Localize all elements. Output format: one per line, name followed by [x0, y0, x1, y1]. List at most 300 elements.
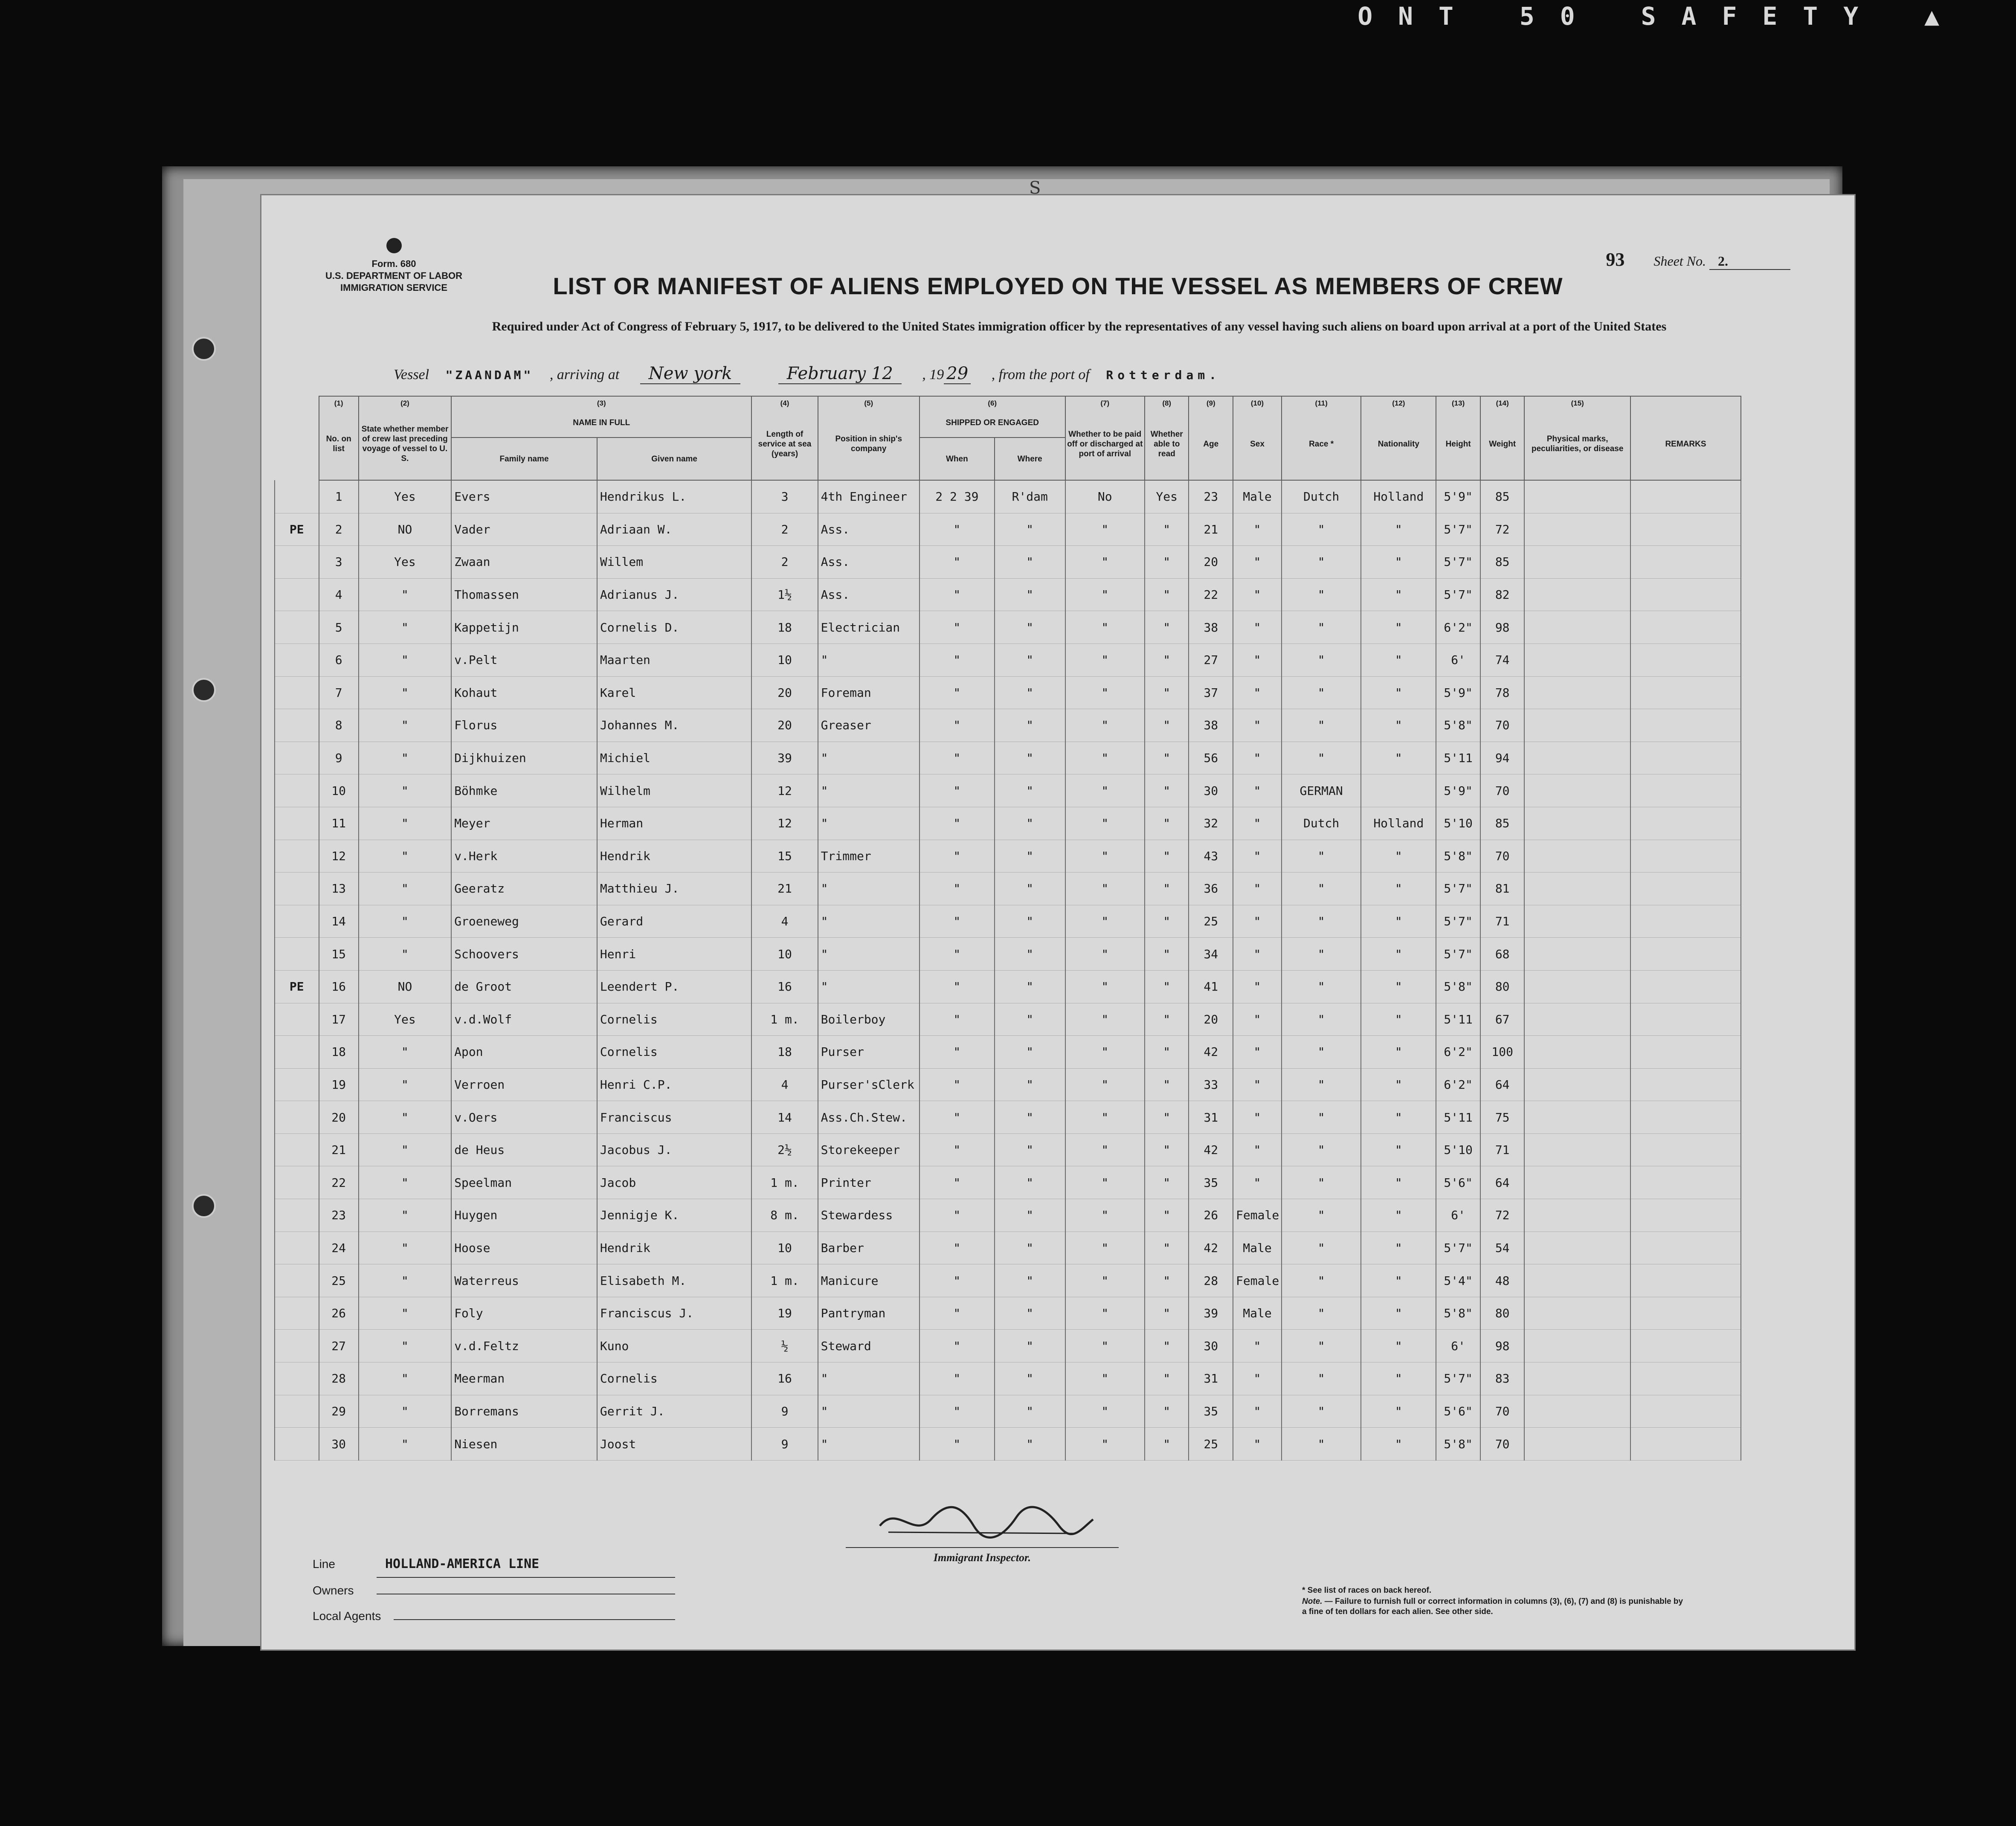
- age-cell: 25: [1189, 905, 1233, 938]
- nationality-cell: ": [1361, 938, 1436, 971]
- remarks-cell: [1630, 1232, 1741, 1264]
- previous-voyage-cell: Yes: [359, 480, 451, 513]
- able-read-cell: ": [1145, 1199, 1189, 1232]
- age-cell: 42: [1189, 1036, 1233, 1069]
- age-cell: 37: [1189, 676, 1233, 709]
- race-cell: ": [1282, 1232, 1361, 1264]
- able-read-cell: ": [1145, 1395, 1189, 1428]
- sex-cell: ": [1233, 774, 1282, 807]
- weight-cell: 64: [1480, 1068, 1525, 1101]
- service-length-cell: 4: [751, 905, 818, 938]
- shipped-when-cell: ": [920, 1101, 995, 1134]
- table-row: [275, 480, 1741, 513]
- paid-off-cell: ": [1065, 1133, 1145, 1166]
- position-cell: Barber: [818, 1232, 920, 1264]
- row-number: 1: [319, 480, 359, 513]
- previous-voyage-cell: ": [359, 1199, 451, 1232]
- row-mark: [275, 1264, 319, 1297]
- row-number: 8: [319, 709, 359, 742]
- header-no-on-list: No. on list: [319, 408, 359, 480]
- row-mark: [275, 1101, 319, 1134]
- family-name-cell: de Groot: [451, 970, 597, 1003]
- family-name-cell: Meerman: [451, 1362, 597, 1395]
- race-cell: Dutch: [1282, 480, 1361, 513]
- age-cell: 31: [1189, 1362, 1233, 1395]
- race-cell: ": [1282, 1330, 1361, 1362]
- shipped-where-cell: ": [995, 742, 1065, 774]
- weight-cell: 98: [1480, 611, 1525, 644]
- physical-marks-cell: [1524, 1166, 1630, 1199]
- sex-cell: Female: [1233, 1264, 1282, 1297]
- row-mark: [275, 807, 319, 840]
- able-read-cell: ": [1145, 513, 1189, 546]
- age-cell: 20: [1189, 1003, 1233, 1036]
- table-row: [275, 1036, 1741, 1069]
- given-name-cell: Jennigje K.: [597, 1199, 751, 1232]
- previous-voyage-cell: ": [359, 578, 451, 611]
- see-list-note: * See list of races on back hereof.: [1302, 1586, 1432, 1595]
- previous-voyage-cell: ": [359, 676, 451, 709]
- remarks-cell: [1630, 872, 1741, 905]
- header-age: Age: [1189, 408, 1233, 480]
- from-label: , from the port of: [991, 367, 1090, 383]
- row-number: 14: [319, 905, 359, 938]
- sex-cell: Male: [1233, 1232, 1282, 1264]
- row-number: 26: [319, 1297, 359, 1330]
- table-row: [275, 774, 1741, 807]
- remarks-cell: [1630, 1297, 1741, 1330]
- nationality-cell: ": [1361, 546, 1436, 579]
- shipped-when-cell: 2 2 39: [920, 480, 995, 513]
- weight-cell: 85: [1480, 480, 1525, 513]
- position-cell: ": [818, 905, 920, 938]
- physical-marks-cell: [1524, 480, 1630, 513]
- header-previous-voyage: State whether member of crew last preceding voyage of vessel to U. S.: [359, 408, 451, 480]
- header-given-name: Given name: [597, 438, 751, 480]
- shipped-when-cell: ": [920, 905, 995, 938]
- physical-marks-cell: [1524, 872, 1630, 905]
- nationality-cell: ": [1361, 676, 1436, 709]
- inspector-signature-icon: [863, 1496, 1102, 1543]
- family-name-cell: Zwaan: [451, 546, 597, 579]
- given-name-cell: Michiel: [597, 742, 751, 774]
- age-cell: 28: [1189, 1264, 1233, 1297]
- shipped-when-cell: ": [920, 578, 995, 611]
- weight-cell: 71: [1480, 905, 1525, 938]
- able-read-cell: ": [1145, 1036, 1189, 1069]
- family-name-cell: Evers: [451, 480, 597, 513]
- age-cell: 30: [1189, 1330, 1233, 1362]
- previous-voyage-cell: ": [359, 1133, 451, 1166]
- row-number: 21: [319, 1133, 359, 1166]
- race-cell: ": [1282, 1003, 1361, 1036]
- given-name-cell: Henri: [597, 938, 751, 971]
- physical-marks-cell: [1524, 1101, 1630, 1134]
- remarks-cell: [1630, 676, 1741, 709]
- height-cell: 5'6": [1436, 1166, 1480, 1199]
- height-cell: 6'2": [1436, 611, 1480, 644]
- row-number: 28: [319, 1362, 359, 1395]
- position-cell: Greaser: [818, 709, 920, 742]
- row-number: 29: [319, 1395, 359, 1428]
- physical-marks-cell: [1524, 774, 1630, 807]
- family-name-cell: Huygen: [451, 1199, 597, 1232]
- height-cell: 5'10: [1436, 1133, 1480, 1166]
- age-cell: 31: [1189, 1101, 1233, 1134]
- weight-cell: 83: [1480, 1362, 1525, 1395]
- weight-cell: 54: [1480, 1232, 1525, 1264]
- given-name-cell: Wilhelm: [597, 774, 751, 807]
- given-name-cell: Franciscus J.: [597, 1297, 751, 1330]
- family-name-cell: v.d.Feltz: [451, 1330, 597, 1362]
- nationality-cell: ": [1361, 1362, 1436, 1395]
- family-name-cell: v.Herk: [451, 840, 597, 872]
- shipped-where-cell: ": [995, 513, 1065, 546]
- crew-manifest-table: [274, 396, 1741, 1461]
- given-name-cell: Hendrik: [597, 840, 751, 872]
- remarks-cell: [1630, 1199, 1741, 1232]
- department-name: U.S. DEPARTMENT OF LABOR: [325, 270, 463, 281]
- table-row: [275, 1232, 1741, 1264]
- sheet-label: Sheet No.: [1653, 253, 1706, 269]
- race-cell: ": [1282, 578, 1361, 611]
- table-row: [275, 709, 1741, 742]
- shipped-when-cell: ": [920, 1166, 995, 1199]
- header-shipped-engaged: SHIPPED OR ENGAGED: [920, 408, 1065, 438]
- table-row: [275, 546, 1741, 579]
- note-text: — Failure to furnish full or correct information in columns (3), (6), (7) and (8) is punishable by a fine of ten dollars for each alien. See other side.: [1302, 1597, 1683, 1616]
- physical-marks-cell: [1524, 905, 1630, 938]
- table-row: [275, 643, 1741, 676]
- row-number: 7: [319, 676, 359, 709]
- table-row: [275, 807, 1741, 840]
- arriving-port: New york: [640, 364, 741, 384]
- family-name-cell: v.Pelt: [451, 643, 597, 676]
- remarks-cell: [1630, 709, 1741, 742]
- height-cell: 5'7": [1436, 938, 1480, 971]
- table-row: [275, 742, 1741, 774]
- sex-cell: Male: [1233, 1297, 1282, 1330]
- table-row: [275, 1166, 1741, 1199]
- physical-marks-cell: [1524, 643, 1630, 676]
- shipped-where-cell: ": [995, 1428, 1065, 1461]
- shipped-where-cell: ": [995, 709, 1065, 742]
- physical-marks-cell: [1524, 1297, 1630, 1330]
- weight-cell: 98: [1480, 1330, 1525, 1362]
- header-where: Where: [995, 438, 1065, 480]
- row-mark: [275, 742, 319, 774]
- previous-voyage-cell: ": [359, 1101, 451, 1134]
- race-cell: Dutch: [1282, 807, 1361, 840]
- remarks-cell: [1630, 1395, 1741, 1428]
- row-number: 18: [319, 1036, 359, 1069]
- family-name-cell: de Heus: [451, 1133, 597, 1166]
- nationality-cell: Holland: [1361, 480, 1436, 513]
- previous-voyage-cell: ": [359, 1068, 451, 1101]
- family-name-cell: Thomassen: [451, 578, 597, 611]
- given-name-cell: Kuno: [597, 1330, 751, 1362]
- height-cell: 5'8": [1436, 709, 1480, 742]
- sex-cell: ": [1233, 1133, 1282, 1166]
- position-cell: Steward: [818, 1330, 920, 1362]
- shipped-where-cell: ": [995, 1101, 1065, 1134]
- paid-off-cell: ": [1065, 938, 1145, 971]
- family-name-cell: Waterreus: [451, 1264, 597, 1297]
- nationality-cell: ": [1361, 1264, 1436, 1297]
- family-name-cell: Apon: [451, 1036, 597, 1069]
- given-name-cell: Jacobus J.: [597, 1133, 751, 1166]
- agents-label: Local Agents: [313, 1609, 381, 1623]
- binder-hole: [192, 337, 216, 361]
- family-name-cell: Groeneweg: [451, 905, 597, 938]
- paid-off-cell: ": [1065, 807, 1145, 840]
- physical-marks-cell: [1524, 611, 1630, 644]
- paid-off-cell: ": [1065, 1395, 1145, 1428]
- nationality-cell: [1361, 774, 1436, 807]
- service-length-cell: 12: [751, 807, 818, 840]
- footnotes: [1302, 1585, 1686, 1618]
- row-mark: [275, 774, 319, 807]
- able-read-cell: ": [1145, 1330, 1189, 1362]
- table-row: [275, 676, 1741, 709]
- header-race: Race *: [1282, 408, 1361, 480]
- physical-marks-cell: [1524, 1330, 1630, 1362]
- remarks-cell: [1630, 1166, 1741, 1199]
- paid-off-cell: ": [1065, 1068, 1145, 1101]
- previous-voyage-cell: ": [359, 1297, 451, 1330]
- row-number: 13: [319, 872, 359, 905]
- family-name-cell: Hoose: [451, 1232, 597, 1264]
- sex-cell: ": [1233, 1330, 1282, 1362]
- able-read-cell: Yes: [1145, 480, 1189, 513]
- race-cell: ": [1282, 676, 1361, 709]
- age-cell: 38: [1189, 709, 1233, 742]
- table-row: [275, 938, 1741, 971]
- nationality-cell: ": [1361, 1166, 1436, 1199]
- shipped-when-cell: ": [920, 676, 995, 709]
- service-length-cell: 12: [751, 774, 818, 807]
- service-length-cell: 10: [751, 938, 818, 971]
- shipped-where-cell: ": [995, 872, 1065, 905]
- sex-cell: ": [1233, 1428, 1282, 1461]
- family-name-cell: Schoovers: [451, 938, 597, 971]
- previous-voyage-cell: Yes: [359, 1003, 451, 1036]
- able-read-cell: ": [1145, 709, 1189, 742]
- service-length-cell: 14: [751, 1101, 818, 1134]
- weight-cell: 48: [1480, 1264, 1525, 1297]
- physical-marks-cell: [1524, 676, 1630, 709]
- position-cell: ": [818, 643, 920, 676]
- row-number: 12: [319, 840, 359, 872]
- height-cell: 5'11: [1436, 742, 1480, 774]
- shipped-where-cell: ": [995, 546, 1065, 579]
- shipped-where-cell: ": [995, 1166, 1065, 1199]
- shipped-when-cell: ": [920, 872, 995, 905]
- table-row: [275, 905, 1741, 938]
- able-read-cell: ": [1145, 1362, 1189, 1395]
- shipped-where-cell: ": [995, 1395, 1065, 1428]
- position-cell: Ass.: [818, 513, 920, 546]
- able-read-cell: ": [1145, 1232, 1189, 1264]
- height-cell: 5'7": [1436, 872, 1480, 905]
- service-length-cell: 19: [751, 1297, 818, 1330]
- physical-marks-cell: [1524, 840, 1630, 872]
- previous-voyage-cell: ": [359, 1232, 451, 1264]
- family-name-cell: Borremans: [451, 1395, 597, 1428]
- table-row: [275, 513, 1741, 546]
- table-row: [275, 1362, 1741, 1395]
- sex-cell: ": [1233, 970, 1282, 1003]
- race-cell: ": [1282, 1068, 1361, 1101]
- nationality-cell: ": [1361, 709, 1436, 742]
- table-row: [275, 1133, 1741, 1166]
- header-weight: Weight: [1480, 408, 1525, 480]
- header-length-service: Length of service at sea (years): [751, 408, 818, 480]
- able-read-cell: ": [1145, 1428, 1189, 1461]
- age-cell: 27: [1189, 643, 1233, 676]
- row-mark: [275, 1428, 319, 1461]
- family-name-cell: Florus: [451, 709, 597, 742]
- service-length-cell: 18: [751, 1036, 818, 1069]
- row-mark: [275, 1003, 319, 1036]
- col-number: (9): [1189, 396, 1233, 408]
- given-name-cell: Jacob: [597, 1166, 751, 1199]
- weight-cell: 70: [1480, 1428, 1525, 1461]
- shipped-when-cell: ": [920, 1199, 995, 1232]
- row-number: 27: [319, 1330, 359, 1362]
- physical-marks-cell: [1524, 742, 1630, 774]
- service-length-cell: 1 m.: [751, 1003, 818, 1036]
- top-stamp: S: [1029, 178, 1041, 198]
- table-row: [275, 872, 1741, 905]
- service-length-cell: 16: [751, 1362, 818, 1395]
- race-cell: ": [1282, 938, 1361, 971]
- race-cell: ": [1282, 643, 1361, 676]
- able-read-cell: ": [1145, 1101, 1189, 1134]
- height-cell: 5'10: [1436, 807, 1480, 840]
- note-label: Note.: [1302, 1597, 1323, 1606]
- col-number: (7): [1065, 396, 1145, 408]
- header-position: Position in ship's company: [818, 408, 920, 480]
- race-cell: ": [1282, 1166, 1361, 1199]
- row-mark: [275, 1036, 319, 1069]
- age-cell: 34: [1189, 938, 1233, 971]
- header-remarks: REMARKS: [1630, 408, 1741, 480]
- nationality-cell: ": [1361, 643, 1436, 676]
- sex-cell: ": [1233, 938, 1282, 971]
- shipped-where-cell: ": [995, 1133, 1065, 1166]
- previous-voyage-cell: ": [359, 1362, 451, 1395]
- service-length-cell: 4: [751, 1068, 818, 1101]
- age-cell: 36: [1189, 872, 1233, 905]
- col-number: (11): [1282, 396, 1361, 408]
- previous-voyage-cell: NO: [359, 970, 451, 1003]
- nationality-cell: Holland: [1361, 807, 1436, 840]
- previous-voyage-cell: ": [359, 1428, 451, 1461]
- weight-cell: 68: [1480, 938, 1525, 971]
- previous-voyage-cell: ": [359, 840, 451, 872]
- able-read-cell: ": [1145, 1003, 1189, 1036]
- sex-cell: ": [1233, 807, 1282, 840]
- position-cell: ": [818, 742, 920, 774]
- paid-off-cell: ": [1065, 1428, 1145, 1461]
- shipped-where-cell: ": [995, 938, 1065, 971]
- remarks-cell: [1630, 1330, 1741, 1362]
- nationality-cell: ": [1361, 1297, 1436, 1330]
- vessel-label: Vessel: [394, 367, 429, 383]
- position-cell: Foreman: [818, 676, 920, 709]
- sex-cell: ": [1233, 546, 1282, 579]
- able-read-cell: ": [1145, 578, 1189, 611]
- remarks-cell: [1630, 578, 1741, 611]
- row-mark: [275, 1232, 319, 1264]
- sheet-number-block: [1606, 249, 1790, 270]
- position-cell: ": [818, 774, 920, 807]
- able-read-cell: ": [1145, 611, 1189, 644]
- shipped-when-cell: ": [920, 938, 995, 971]
- age-cell: 43: [1189, 840, 1233, 872]
- sex-cell: Male: [1233, 480, 1282, 513]
- shipped-where-cell: ": [995, 1297, 1065, 1330]
- position-cell: ": [818, 1362, 920, 1395]
- nationality-cell: ": [1361, 1133, 1436, 1166]
- given-name-cell: Hendrik: [597, 1232, 751, 1264]
- paid-off-cell: ": [1065, 970, 1145, 1003]
- physical-marks-cell: [1524, 1036, 1630, 1069]
- position-cell: Printer: [818, 1166, 920, 1199]
- nationality-cell: ": [1361, 905, 1436, 938]
- paid-off-cell: ": [1065, 742, 1145, 774]
- able-read-cell: ": [1145, 938, 1189, 971]
- shipped-where-cell: ": [995, 1003, 1065, 1036]
- remarks-cell: [1630, 938, 1741, 971]
- previous-voyage-cell: ": [359, 1330, 451, 1362]
- remarks-cell: [1630, 1101, 1741, 1134]
- remarks-cell: [1630, 774, 1741, 807]
- shipped-when-cell: ": [920, 513, 995, 546]
- age-cell: 42: [1189, 1133, 1233, 1166]
- col-number: (12): [1361, 396, 1436, 408]
- service-name: IMMIGRATION SERVICE: [340, 282, 447, 293]
- race-cell: ": [1282, 1264, 1361, 1297]
- given-name-cell: Karel: [597, 676, 751, 709]
- nationality-cell: ": [1361, 578, 1436, 611]
- remarks-cell: [1630, 546, 1741, 579]
- row-number: 23: [319, 1199, 359, 1232]
- shipped-when-cell: ": [920, 807, 995, 840]
- weight-cell: 72: [1480, 1199, 1525, 1232]
- height-cell: 5'7": [1436, 546, 1480, 579]
- shipped-when-cell: ": [920, 774, 995, 807]
- row-number: 3: [319, 546, 359, 579]
- age-cell: 21: [1189, 513, 1233, 546]
- service-length-cell: 1½: [751, 578, 818, 611]
- footer-block: [313, 1551, 675, 1629]
- table-row: [275, 970, 1741, 1003]
- previous-voyage-cell: ": [359, 709, 451, 742]
- age-cell: 39: [1189, 1297, 1233, 1330]
- given-name-cell: Herman: [597, 807, 751, 840]
- given-name-cell: Joost: [597, 1428, 751, 1461]
- able-read-cell: ": [1145, 643, 1189, 676]
- physical-marks-cell: [1524, 938, 1630, 971]
- row-number: 25: [319, 1264, 359, 1297]
- physical-marks-cell: [1524, 1362, 1630, 1395]
- shipped-when-cell: ": [920, 970, 995, 1003]
- table-row: [275, 1003, 1741, 1036]
- age-cell: 26: [1189, 1199, 1233, 1232]
- previous-voyage-cell: ": [359, 938, 451, 971]
